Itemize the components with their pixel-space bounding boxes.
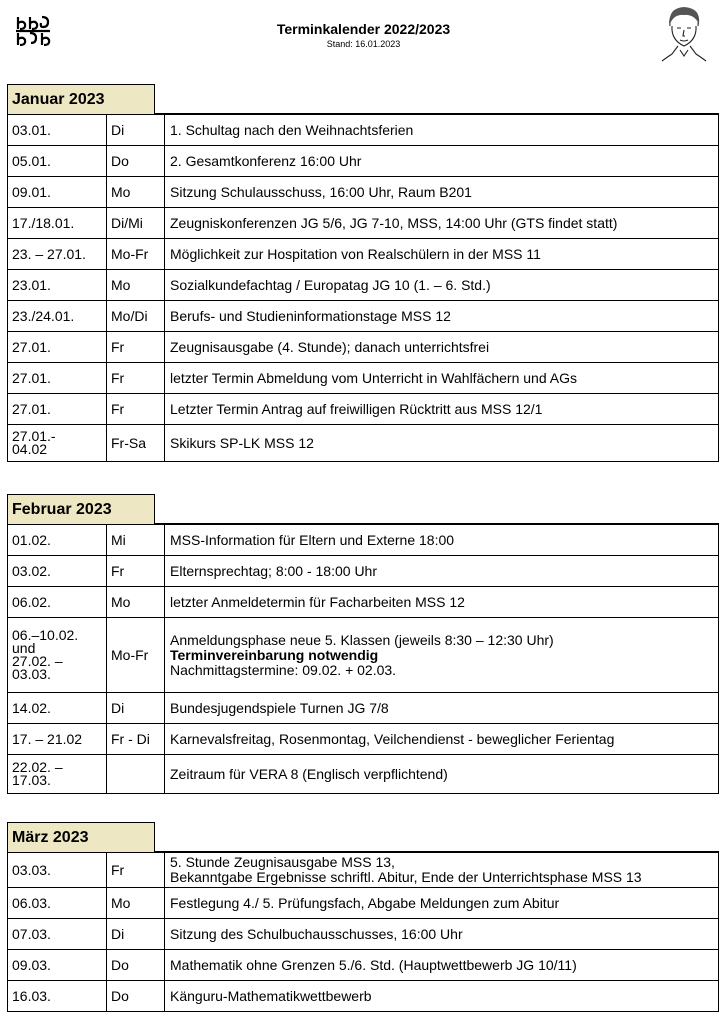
- event-line: Anmeldungsphase neue 5. Klassen (jeweils 8:30 – 12:30 Uhr): [170, 631, 554, 648]
- date-cell: 09.03.: [8, 950, 107, 981]
- date-cell: 23. – 27.01.: [8, 239, 107, 270]
- page-title: Terminkalender 2022/2023: [276, 21, 451, 37]
- event-cell: Elternsprechtag; 8:00 - 18:00 Uhr: [165, 556, 719, 587]
- table-row: [8, 693, 719, 724]
- table-row: [8, 208, 719, 239]
- weekday-cell: Di/Mi: [107, 208, 165, 239]
- event-cell: MSS-Information für Eltern und Externe 18:00: [165, 525, 719, 556]
- weekday-cell: Di: [107, 693, 165, 724]
- month-header: [7, 84, 719, 114]
- section-januar: [7, 84, 719, 462]
- table-row: [8, 177, 719, 208]
- table-row: [8, 981, 719, 1012]
- table-row: [8, 525, 719, 556]
- event-cell: Zeugnisausgabe (4. Stunde); danach unterrichtsfrei: [165, 332, 719, 363]
- date-cell: 03.03.: [8, 853, 107, 888]
- event-cell: [165, 618, 719, 693]
- weekday-cell: Fr-Sa: [107, 425, 165, 462]
- event-cell: 2. Gesamtkonferenz 16:00 Uhr: [165, 146, 719, 177]
- date-cell: 27.01.: [8, 332, 107, 363]
- weekday-cell: Mo: [107, 888, 165, 919]
- event-cell: Zeitraum für VERA 8 (Englisch verpflichtend): [165, 755, 719, 794]
- date-cell: 06.02.: [8, 587, 107, 618]
- event-cell: Karnevalsfreitag, Rosenmontag, Veilchendienst - beweglicher Ferientag: [165, 724, 719, 755]
- event-cell: Sozialkundefachtag / Europatag JG 10 (1. – 6. Std.): [165, 270, 719, 301]
- event-cell: 1. Schultag nach den Weihnachtsferien: [165, 115, 719, 146]
- table-row: [8, 587, 719, 618]
- month-label: Februar 2023: [7, 494, 155, 524]
- table-row: [8, 270, 719, 301]
- table-row: [8, 755, 719, 794]
- table-row: [8, 239, 719, 270]
- weekday-cell: Di: [107, 919, 165, 950]
- weekday-cell: Di: [107, 115, 165, 146]
- table-row: [8, 950, 719, 981]
- section-februar: [7, 494, 719, 794]
- weekday-cell: Fr: [107, 556, 165, 587]
- date-cell: 16.03.: [8, 981, 107, 1012]
- event-cell: Zeugniskonferenzen JG 5/6, JG 7-10, MSS, 14:00 Uhr (GTS findet statt): [165, 208, 719, 239]
- stand-date: Stand: 16.01.2023: [326, 39, 401, 49]
- month-label: Januar 2023: [7, 84, 155, 114]
- date-cell: 23./24.01.: [8, 301, 107, 332]
- date-cell: 17./18.01.: [8, 208, 107, 239]
- weekday-cell: Mi: [107, 525, 165, 556]
- month-label: März 2023: [7, 822, 155, 852]
- date-cell: 01.02.: [8, 525, 107, 556]
- weekday-cell: Do: [107, 146, 165, 177]
- event-line: Terminvereinbarung notwendig: [170, 646, 379, 663]
- date-cell: 07.03.: [8, 919, 107, 950]
- month-header: [7, 494, 719, 524]
- event-cell: Festlegung 4./ 5. Prüfungsfach, Abgabe Meldungen zum Abitur: [165, 888, 719, 919]
- date-cell: 17. – 21.02: [8, 724, 107, 755]
- date-cell: 14.02.: [8, 693, 107, 724]
- table-row: [8, 618, 719, 693]
- portrait-sketch: [658, 4, 710, 62]
- table-row: [8, 146, 719, 177]
- weekday-cell: Mo: [107, 177, 165, 208]
- section-maerz: [7, 822, 719, 1012]
- events-table: [7, 524, 719, 794]
- weekday-cell: Fr - Di: [107, 724, 165, 755]
- date-cell: 05.01.: [8, 146, 107, 177]
- date-cell: 27.01.- 04.02: [8, 425, 107, 462]
- table-row: [8, 363, 719, 394]
- event-cell: Letzter Termin Antrag auf freiwilligen Rücktritt aus MSS 12/1: [165, 394, 719, 425]
- table-row: [8, 394, 719, 425]
- event-cell: Berufs- und Studieninformationstage MSS 12: [165, 301, 719, 332]
- table-row: [8, 425, 719, 462]
- event-cell: Sitzung des Schulbuchausschusses, 16:00 Uhr: [165, 919, 719, 950]
- event-cell: Sitzung Schulausschuss, 16:00 Uhr, Raum B201: [165, 177, 719, 208]
- date-cell: 09.01.: [8, 177, 107, 208]
- event-cell: Känguru-Mathematikwettbewerb: [165, 981, 719, 1012]
- event-cell: [165, 853, 719, 888]
- event-line: 5. Stunde Zeugnisausgabe MSS 13,: [170, 854, 395, 870]
- event-cell: letzter Anmeldetermin für Facharbeiten MSS 12: [165, 587, 719, 618]
- table-row: [8, 853, 719, 888]
- weekday-cell: Fr: [107, 332, 165, 363]
- date-cell: 27.01.: [8, 363, 107, 394]
- table-row: [8, 115, 719, 146]
- events-table: [7, 852, 719, 1012]
- date-cell: 23.01.: [8, 270, 107, 301]
- table-row: [8, 919, 719, 950]
- event-cell: Skikurs SP-LK MSS 12: [165, 425, 719, 462]
- table-row: [8, 301, 719, 332]
- event-line: Nachmittagstermine: 09.02. + 02.03.: [170, 661, 397, 678]
- weekday-cell: Mo: [107, 587, 165, 618]
- date-cell: 03.02.: [8, 556, 107, 587]
- weekday-cell: Mo-Fr: [107, 618, 165, 693]
- event-line: Bekanntgabe Ergebnisse schriftl. Abitur, Ende der Unterrichtsphase MSS 13: [170, 869, 642, 885]
- date-cell: 27.01.: [8, 394, 107, 425]
- weekday-cell: [107, 755, 165, 794]
- weekday-cell: Fr: [107, 853, 165, 888]
- weekday-cell: Mo-Fr: [107, 239, 165, 270]
- month-header: [7, 822, 719, 852]
- date-cell: 03.01.: [8, 115, 107, 146]
- event-cell: Bundesjugendspiele Turnen JG 7/8: [165, 693, 719, 724]
- date-cell: 06.–10.02. und 27.02. – 03.03.: [8, 618, 107, 693]
- table-row: [8, 332, 719, 363]
- date-cell: 06.03.: [8, 888, 107, 919]
- event-cell: Möglichkeit zur Hospitation von Realschülern in der MSS 11: [165, 239, 719, 270]
- event-cell: Mathematik ohne Grenzen 5./6. Std. (Hauptwettbewerb JG 10/11): [165, 950, 719, 981]
- table-row: [8, 556, 719, 587]
- weekday-cell: Fr: [107, 394, 165, 425]
- table-row: [8, 724, 719, 755]
- weekday-cell: Do: [107, 981, 165, 1012]
- page-header: [0, 0, 727, 70]
- weekday-cell: Mo: [107, 270, 165, 301]
- event-cell: letzter Termin Abmeldung vom Unterricht in Wahlfächern und AGs: [165, 363, 719, 394]
- date-cell: 22.02. – 17.03.: [8, 755, 107, 794]
- weekday-cell: Fr: [107, 363, 165, 394]
- weekday-cell: Do: [107, 950, 165, 981]
- table-row: [8, 888, 719, 919]
- events-table: [7, 114, 719, 462]
- weekday-cell: Mo/Di: [107, 301, 165, 332]
